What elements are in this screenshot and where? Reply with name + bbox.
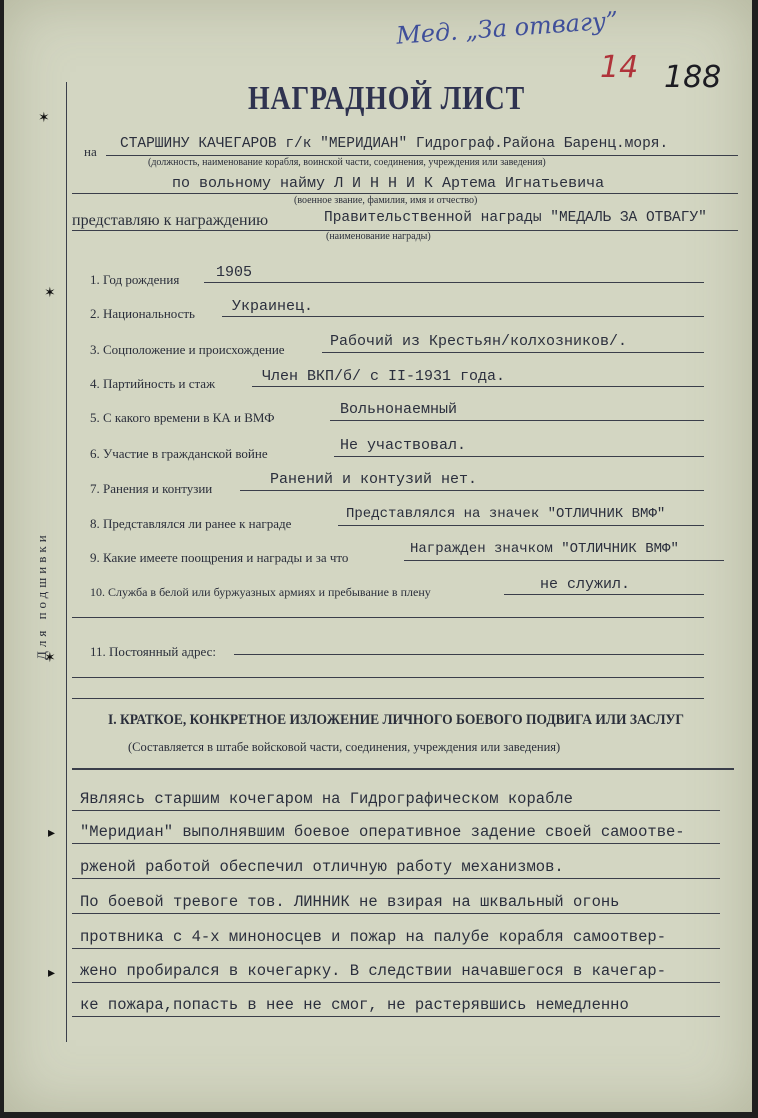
field-9-label: 9. Какие имеете поощрения и награды и за что: [90, 550, 349, 565]
address-line-2: [72, 677, 704, 678]
field-9-line: [404, 560, 724, 561]
field-2-label: 2. Национальность: [90, 306, 195, 321]
name-value: по вольному найму Л И Н Н И К Артема Игнатьевича: [172, 175, 605, 192]
narrative-line-5: протвника с 4-х миноносцев и пожар на палубе корабля самоотвер-: [80, 928, 666, 946]
position-line: [106, 155, 738, 156]
narrative-line-1: Являясь старшим кочегаром на Гидрографическом корабле: [80, 790, 573, 808]
field-3-label: 3. Соцположение и происхождение: [90, 342, 285, 357]
na-label: на: [84, 144, 97, 159]
narrative-rule-2: [72, 843, 720, 844]
punch-mark-icon: ✶: [44, 286, 56, 301]
field-2-value: Украинец.: [232, 298, 314, 315]
field-4-value: Член ВКП/б/ с II-1931 года.: [262, 368, 506, 385]
field-7-value: Ранений и контузий нет.: [270, 471, 478, 488]
field-7-line: [240, 490, 704, 491]
field-1-value: 1905: [216, 264, 253, 281]
field-11-line: [234, 654, 704, 655]
field-7-label: 7. Ранения и контузии: [90, 481, 213, 496]
name-caption: (военное звание, фамилия, имя и отчество): [294, 195, 478, 206]
position-value: СТАРШИНУ КАЧЕГАРОВ г/к "МЕРИДИАН" Гидрограф.Района Баренц.моря.: [120, 136, 669, 152]
narrative-rule-7: [72, 1016, 720, 1017]
field-3-value: Рабочий из Крестьян/колхозников/.: [330, 333, 628, 350]
field-1-label: 1. Год рождения: [90, 272, 180, 287]
section-subheading: (Составляется в штабе войсковой части, соединения, учреждения или заведения): [128, 740, 561, 754]
address-line-3: [72, 698, 704, 699]
name-line: [72, 193, 738, 194]
narrative-line-4: По боевой тревоге тов. ЛИННИК не взирая на шквальный огонь: [80, 893, 620, 911]
section-rule: [72, 768, 734, 770]
narrative-rule-5: [72, 948, 720, 949]
field-11-label: 11. Постоянный адрес:: [90, 644, 216, 659]
handwritten-number-red: 14: [600, 50, 639, 85]
field-6-value: Не участвовал.: [340, 437, 467, 454]
position-caption: (должность, наименование корабля, воинской части, соединения, учреждения или заведения): [148, 157, 546, 168]
field-5-line: [330, 420, 704, 421]
narrative-rule-6: [72, 982, 720, 983]
field-8-line: [338, 525, 704, 526]
field-6-label: 6. Участие в гражданской войне: [90, 446, 268, 461]
section-heading: I. КРАТКОЕ, КОНКРЕТНОЕ ИЗЛОЖЕНИЕ ЛИЧНОГО БОЕВОГО ПОДВИГА ИЛИ ЗАСЛУГ: [108, 712, 684, 728]
field-5-label: 5. С какого времени в КА и ВМФ: [90, 410, 275, 425]
field-5-value: Вольнонаемный: [340, 401, 458, 418]
punch-mark-icon: ▸: [48, 966, 56, 981]
punch-mark-icon: ✶: [38, 111, 50, 126]
narrative-line-2: "Меридиан" выполнявшим боевое оперативное задение своей самоотве-: [80, 823, 685, 841]
field-4-label: 4. Партийность и стаж: [90, 376, 216, 391]
field-1-line: [204, 282, 704, 283]
narrative-rule-1: [72, 810, 720, 811]
award-value: Правительственной награды "МЕДАЛЬ ЗА ОТВАГУ": [324, 210, 707, 226]
binding-margin: [34, 470, 54, 670]
field-10-extra-line: [72, 617, 704, 618]
field-2-line: [222, 316, 704, 317]
punch-mark-icon: ▸: [48, 826, 56, 841]
field-6-line: [334, 456, 704, 457]
award-sheet: [4, 0, 752, 1112]
page-title: НАГРАДНОЙ ЛИСТ: [248, 80, 526, 117]
award-caption: (наименование награды): [326, 231, 431, 242]
narrative-rule-3: [72, 878, 720, 879]
punch-mark-icon: ✶: [44, 651, 56, 666]
field-3-line: [322, 352, 704, 353]
narrative-line-6: жено пробирался в кочегарку. В следствии начавшегося в качегар-: [80, 962, 666, 980]
handwritten-number-black: 188: [664, 60, 722, 95]
binding-note: Для подшивки: [34, 531, 49, 660]
handwritten-medal-note: Мед. „За отвагу”: [395, 6, 620, 50]
field-10-line: [504, 594, 704, 595]
field-10-value: не служил.: [540, 576, 631, 593]
margin-rule: [66, 82, 67, 1042]
narrative-line-7: ке пожара,попасть в нее не смог, не растерявшись немедленно: [80, 996, 629, 1014]
field-10-label: 10. Служба в белой или буржуазных армиях и пребывание в плену: [90, 585, 431, 599]
narrative-line-3: рженой работой обеспечил отличную работу механизмов.: [80, 858, 564, 876]
field-8-value: Представлялся на значек "ОТЛИЧНИК ВМФ": [346, 506, 666, 522]
narrative-rule-4: [72, 913, 720, 914]
award-prefix: представляю к награждению: [72, 212, 269, 229]
field-8-label: 8. Представлялся ли ранее к награде: [90, 516, 292, 531]
field-9-value: Награжден значком "ОТЛИЧНИК ВМФ": [410, 541, 679, 557]
field-4-line: [252, 386, 704, 387]
